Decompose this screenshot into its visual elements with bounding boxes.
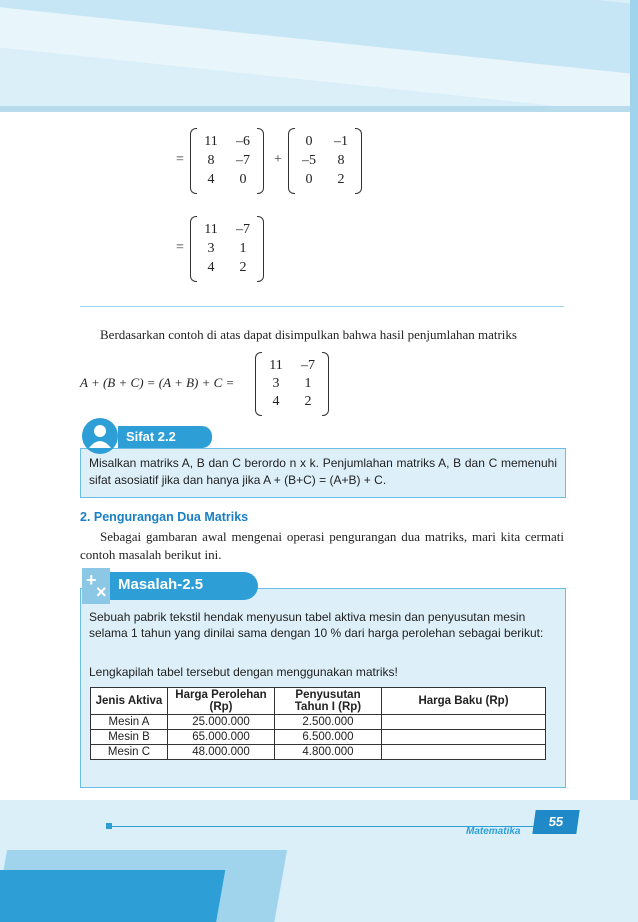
- section-intro: Sebagai gambaran awal mengenai operasi pengurangan dua matriks, mari kita cermati contoh masalah berikut ini.: [80, 529, 564, 562]
- cell: [382, 730, 546, 745]
- matrix-cell: 11: [204, 134, 218, 149]
- cell: Mesin A: [91, 715, 168, 730]
- cell: [382, 715, 546, 730]
- matrix-cell: 4: [207, 172, 215, 187]
- header-band: [0, 0, 638, 112]
- matrix-cell: 11: [204, 222, 218, 237]
- person-icon: [82, 418, 118, 454]
- matrix-cell: 4: [207, 260, 215, 275]
- footer-title: Matematika: [466, 826, 521, 837]
- equals-sign: =: [176, 240, 184, 255]
- matrix-cell: 4: [272, 394, 280, 409]
- cell: 25.000.000: [168, 715, 275, 730]
- equals-sign: =: [176, 152, 184, 167]
- matrix-cell: 2: [304, 394, 312, 409]
- matrix-3: [190, 216, 264, 282]
- matrix-cell: –5: [302, 153, 316, 168]
- masalah-badge: [110, 572, 258, 600]
- cell: 2.500.000: [275, 715, 382, 730]
- page-edge: [630, 0, 638, 922]
- divider: [80, 306, 564, 307]
- matrix-cell: 3: [207, 241, 215, 256]
- sifat-text: Misalkan matriks A, B dan C berordo n x k. Penjumlahan matriks A, B dan C memenuhi sifat asosiatif jika dan hanya jika A + (B+C) = (A+B) + C.: [89, 456, 557, 487]
- section-title: 2. Pengurangan Dua Matriks: [80, 510, 249, 524]
- masalah-text: Sebuah pabrik tekstil hendak menyusun tabel aktiva mesin dan penyusutan mesin selama 1 tahun yang dinilai sama dengan 10 % dari harga perolehan sebagai berikut:: [89, 610, 544, 640]
- matrix-cell: –7: [236, 222, 250, 237]
- cell: 4.800.000: [275, 745, 382, 760]
- matrix-cell: 1: [239, 241, 247, 256]
- masalah-label: Masalah-2.5: [118, 576, 204, 593]
- matrix-2: [288, 128, 362, 194]
- matrix-1: [190, 128, 264, 194]
- table-row: [91, 745, 546, 760]
- table-row: [91, 730, 546, 745]
- matrix-cell: 0: [305, 172, 313, 187]
- sifat-label: Sifat 2.2: [126, 429, 176, 444]
- matrix-cell: 2: [337, 172, 345, 187]
- matrix-cell: 0: [305, 134, 313, 149]
- matrix-cell: 3: [272, 376, 280, 391]
- masalah-instruction: Lengkapilah tabel tersebut dengan menggunakan matriks!: [89, 665, 398, 679]
- cell: [382, 745, 546, 760]
- math-symbols-icon: + ×: [82, 568, 110, 604]
- matrix-cell: 11: [269, 358, 283, 373]
- cell: 6.500.000: [275, 730, 382, 745]
- matrix-result: [255, 352, 329, 416]
- matrix-cell: 8: [207, 153, 215, 168]
- aktiva-table: [90, 687, 546, 760]
- matrix-cell: 2: [239, 260, 247, 275]
- header-penyusutan: Penyusutan Tahun I (Rp): [275, 688, 382, 715]
- cell: Mesin C: [91, 745, 168, 760]
- header-harga-baku: Harga Baku (Rp): [382, 688, 546, 715]
- header-jenis-aktiva: Jenis Aktiva: [91, 688, 168, 715]
- matrix-cell: –7: [301, 358, 315, 373]
- matrix-cell: –7: [236, 153, 250, 168]
- table-row: [91, 715, 546, 730]
- sifat-badge: [118, 426, 212, 448]
- conclusion-text: Berdasarkan contoh di atas dapat disimpulkan bahwa hasil penjumlahan matriks: [100, 327, 517, 342]
- page-number: 55: [532, 810, 579, 834]
- cell: 48.000.000: [168, 745, 275, 760]
- cell: Mesin B: [91, 730, 168, 745]
- footer-dot: [106, 823, 112, 829]
- matrix-cell: –1: [334, 134, 348, 149]
- sifat-box: [80, 448, 566, 498]
- plus-sign: +: [274, 152, 282, 167]
- matrix-cell: 8: [337, 153, 345, 168]
- table-header-row: [91, 688, 546, 715]
- header-harga-perolehan: Harga Perolehan (Rp): [168, 688, 275, 715]
- matrix-cell: 0: [239, 172, 247, 187]
- cell: 65.000.000: [168, 730, 275, 745]
- matrix-cell: 1: [304, 376, 312, 391]
- matrix-cell: –6: [236, 134, 250, 149]
- associative-formula: A + (B + C) = (A + B) + C =: [80, 375, 235, 390]
